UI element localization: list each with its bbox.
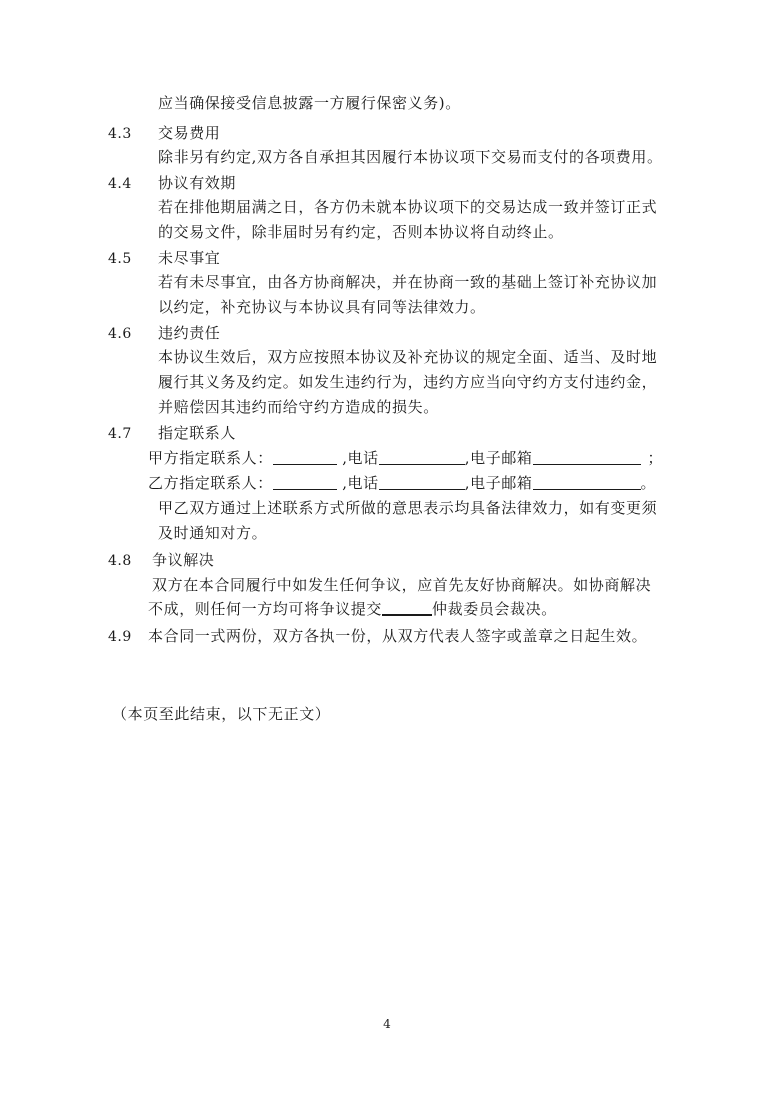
section-title-4-5: 未尽事宜: [158, 249, 221, 267]
section-4-5-line-2: 以约定，补充协议与本协议具有同等法律效力。: [158, 298, 486, 316]
section-4-3-text: 除非另有约定,双方各自承担其因履行本协议项下交易而支付的各项费用。: [158, 148, 663, 166]
section-number-4-7: 4.7: [108, 426, 132, 442]
section-4-6-line-2: 履行其义务及约定。如发生违约行为，违约方应当向守约方支付违约金，: [158, 373, 658, 391]
section-4-4-line-2: 的交易文件，除非届时另有约定，否则本协议将自动终止。: [158, 223, 564, 241]
party-a-email-label: ,电子邮箱: [464, 449, 533, 467]
section-4-8-line-2-part-a: 不成，则任何一方均可将争议提交: [148, 600, 383, 618]
section-4-8-line-2: [148, 599, 557, 619]
section-title-4-8: 争议解决: [152, 551, 215, 569]
section-number-4-6: 4.6: [108, 326, 132, 342]
section-title-4-4: 协议有效期: [158, 174, 237, 192]
section-number-4-8: 4.8: [108, 553, 132, 569]
section-4-4-line-1: 若在排他期届满之日，各方仍未就本协议项下的交易达成一致并签订正式: [158, 198, 658, 216]
section-title-4-7: 指定联系人: [158, 424, 237, 442]
contact-line-party-b: [148, 473, 656, 493]
party-a-phone-blank: [379, 449, 465, 465]
party-b-phone-label: ,电话: [342, 474, 379, 492]
section-4-9-text: 本合同一式两份，双方各执一份，从双方代表人签字或盖章之日起生效。: [148, 627, 648, 645]
contact-line-party-a: [148, 448, 663, 468]
section-number-4-9: 4.9: [108, 629, 132, 645]
section-number-4-3: 4.3: [108, 126, 132, 142]
party-b-end-punct: 。: [640, 474, 657, 492]
section-title-4-6: 违约责任: [158, 324, 221, 342]
section-number-4-4: 4.4: [108, 176, 132, 192]
section-4-5-line-1: 若有未尽事宜，由各方协商解决，并在协商一致的基础上签订补充协议加: [158, 273, 658, 291]
section-title-4-3: 交易费用: [158, 124, 221, 142]
party-b-phone-blank: [379, 474, 465, 490]
section-4-7-line-1: 甲乙双方通过上述联系方式所做的意思表示均具备法律效力，如有变更须: [158, 499, 658, 517]
section-4-7-line-2: 及时通知对方。: [158, 524, 268, 542]
party-b-email-label: ,电子邮箱: [464, 474, 533, 492]
party-a-contact-blank: [273, 449, 337, 465]
party-a-phone-label: ,电话: [342, 449, 379, 467]
party-b-contact-blank: [273, 474, 337, 490]
party-a-label: 甲方指定联系人：: [148, 449, 273, 467]
party-b-label: 乙方指定联系人：: [148, 474, 273, 492]
section-number-4-5: 4.5: [108, 251, 132, 267]
carry-over-line: 应当确保接受信息披露一方履行保密义务)。: [158, 94, 461, 112]
page-number: 4: [383, 1017, 391, 1031]
section-4-6-line-1: 本协议生效后，双方应按照本协议及补充协议的规定全面、适当、及时地: [158, 348, 658, 366]
party-a-end-punct: ；: [647, 449, 664, 467]
party-b-email-blank: [533, 474, 641, 490]
end-of-page-note: （本页至此结束，以下无正文）: [112, 705, 331, 723]
arbitration-body-blank: [382, 600, 432, 616]
section-4-6-line-3: 并赔偿因其违约而给守约方造成的损失。: [158, 398, 439, 416]
section-4-8-line-2-part-b: 仲裁委员会裁决。: [432, 600, 557, 618]
section-4-8-line-1: 双方在本合同履行中如发生任何争议，应首先友好协商解决。如协商解决: [152, 576, 652, 594]
party-a-email-blank: [533, 449, 641, 465]
